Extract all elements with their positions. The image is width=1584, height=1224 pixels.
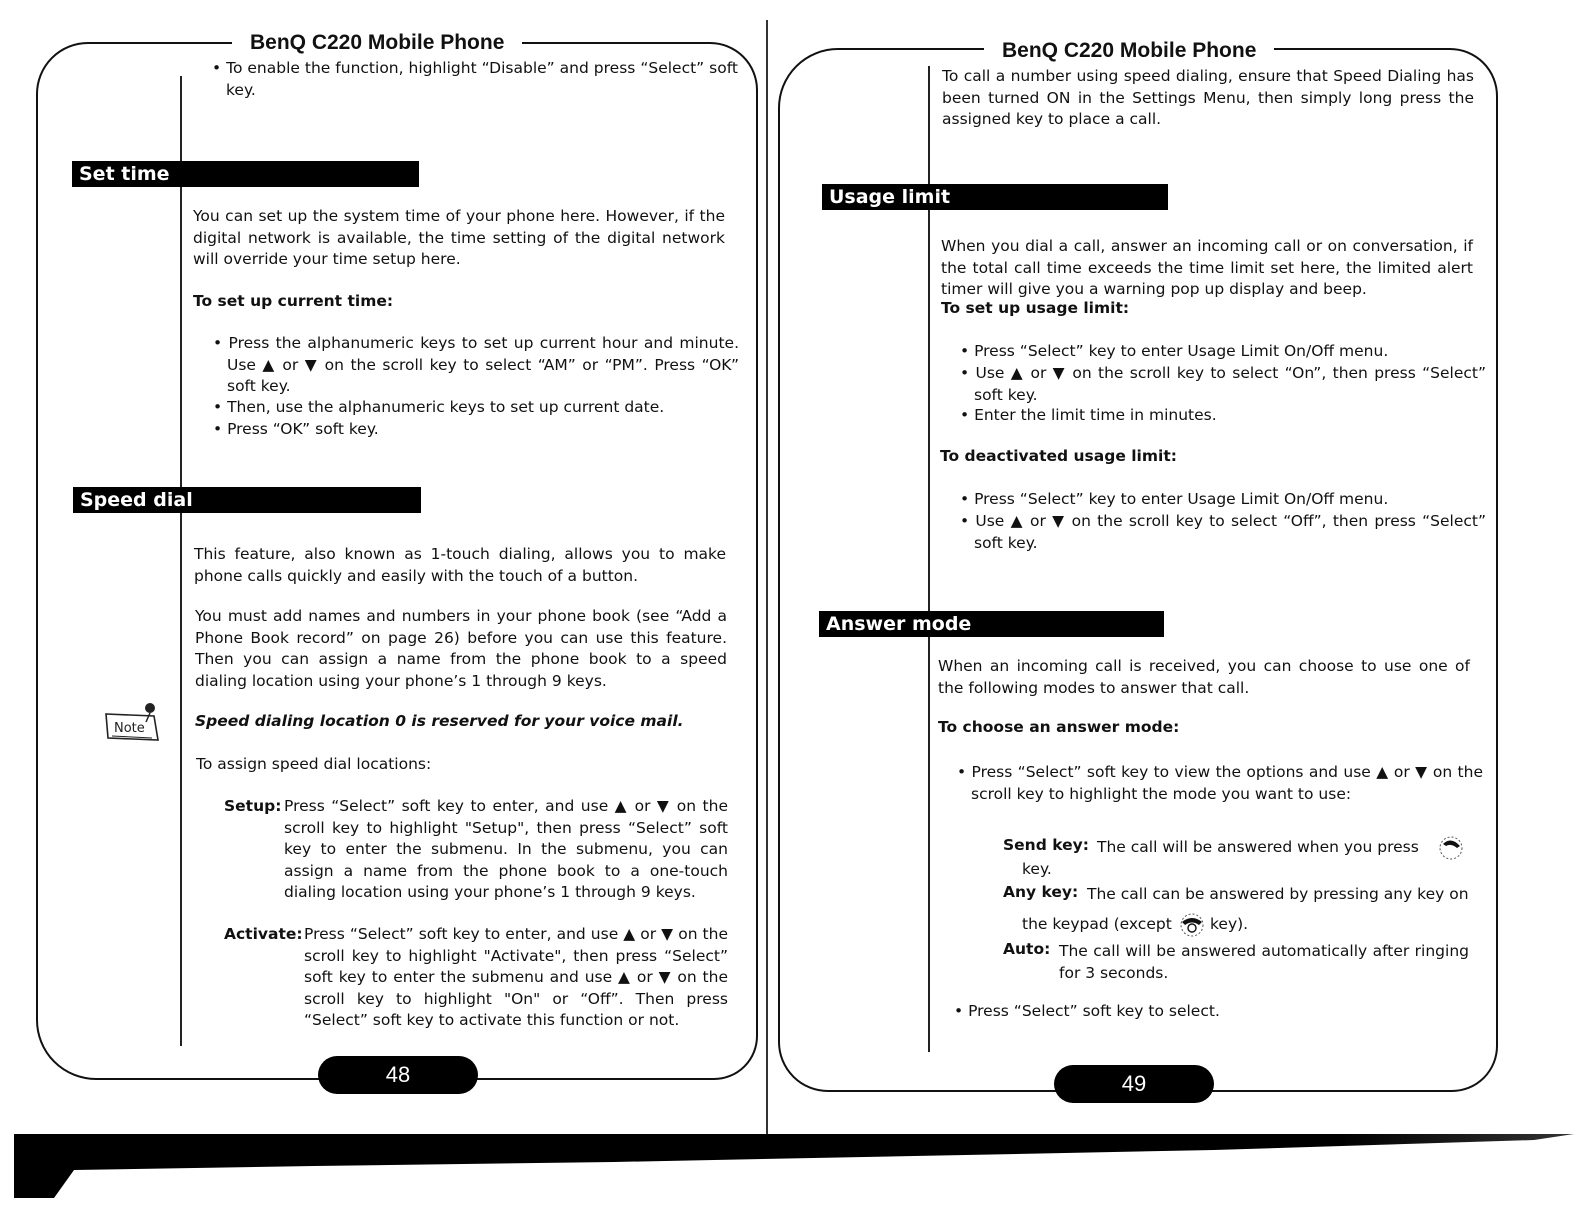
right-margin-line bbox=[928, 66, 930, 1052]
activate-term: Activate: bbox=[224, 925, 303, 943]
usage-limit-bullet-1: • Press “Select” key to enter Usage Limit On/Off menu. bbox=[960, 342, 1389, 360]
setup-text: Press “Select” soft key to enter, and use ▲ or ▼ on the scroll key to highlight "Setup", then press “Select” soft key to enter the submenu. In the submenu, you can assign a name from the phone book to a one-touch dialing location using your phone’s 1 through 9 keys. bbox=[284, 797, 728, 901]
usage-limit-subhead-1: To set up usage limit: bbox=[941, 299, 1130, 317]
left-header-title: BenQ C220 Mobile Phone bbox=[232, 31, 522, 55]
spine-divider bbox=[766, 20, 768, 1134]
answer-mode-final-bullet: • Press “Select” soft key to select. bbox=[954, 1002, 1220, 1020]
usage-limit-bullet-3: • Enter the limit time in minutes. bbox=[960, 406, 1217, 424]
send-key-tail: key. bbox=[1022, 860, 1052, 878]
intro-bullet: • To enable the function, highlight “Disable” and press “Select” soft key. bbox=[212, 59, 738, 99]
speed-dial-para-1: This feature, also known as 1-touch dialing, allows you to make phone calls quickly and easily with the touch of a button. bbox=[194, 545, 726, 585]
set-time-subhead: To set up current time: bbox=[193, 292, 394, 310]
section-bar-answer-mode: Answer mode bbox=[819, 611, 1164, 637]
usage-limit-subhead-2: To deactivated usage limit: bbox=[940, 447, 1177, 465]
set-time-para: You can set up the system time of your phone here. However, if the digital network is available, the time setting of the digital network will override your time setup here. bbox=[193, 207, 725, 268]
send-key-icon bbox=[1436, 834, 1466, 862]
usage-limit-para: When you dial a call, answer an incoming call or on conversation, if the total call time exceeds the time limit set here, the limited alert timer will give you a warning pop up display and beep. bbox=[941, 237, 1473, 298]
section-bar-set-time: Set time bbox=[72, 161, 419, 187]
left-margin-line bbox=[180, 76, 182, 1046]
usage-limit-bullet-5: • Use ▲ or ▼ on the scroll key to select “Off”, then press “Select” soft key. bbox=[960, 512, 1486, 552]
page-number-49: 49 bbox=[1054, 1065, 1214, 1103]
speed-dial-assign: To assign speed dial locations: bbox=[196, 755, 432, 773]
note-label: Note bbox=[114, 721, 145, 736]
scan-edge-band bbox=[14, 1134, 1574, 1198]
section-bar-usage-limit: Usage limit bbox=[822, 184, 1168, 210]
note-pin-icon bbox=[102, 700, 164, 744]
page-number-48: 48 bbox=[318, 1056, 478, 1094]
end-key-icon bbox=[1176, 910, 1208, 938]
usage-limit-bullet-4: • Press “Select” key to enter Usage Limit On/Off menu. bbox=[960, 490, 1389, 508]
section-bar-speed-dial: Speed dial bbox=[73, 487, 421, 513]
right-header-title: BenQ C220 Mobile Phone bbox=[984, 39, 1274, 63]
any-key-line2b: key). bbox=[1210, 915, 1249, 933]
any-key-term: Any key: bbox=[1003, 883, 1079, 901]
any-key-line2a: the keypad (except bbox=[1022, 915, 1172, 933]
answer-mode-subhead: To choose an answer mode: bbox=[938, 718, 1180, 736]
usage-limit-bullet-2: • Use ▲ or ▼ on the scroll key to select “On”, then press “Select” soft key. bbox=[960, 364, 1486, 404]
send-key-term: Send key: bbox=[1003, 836, 1089, 854]
set-time-bullet-2: • Then, use the alphanumeric keys to set up current date. bbox=[213, 398, 665, 416]
set-time-bullet-1: • Press the alphanumeric keys to set up current hour and minute. Use ▲ or ▼ on the scroll key to select “AM” or “PM”. Press “OK” soft key. bbox=[213, 334, 739, 395]
answer-mode-para: When an incoming call is received, you can choose to use one of the following modes to answer that call. bbox=[938, 657, 1470, 697]
activate-text: Press “Select” soft key to enter, and use ▲ or ▼ on the scroll key to highlight "Activate", then press “Select” soft key to enter the submenu and use ▲ or ▼ on the scroll key to highlight "On" or “Off”. Then press “Select” soft key to activate this function or not. bbox=[304, 925, 728, 1029]
set-time-bullet-3: • Press “OK” soft key. bbox=[213, 420, 379, 438]
setup-term: Setup: bbox=[224, 797, 282, 815]
any-key-text: The call can be answered by pressing any key on bbox=[1087, 885, 1469, 903]
right-intro: To call a number using speed dialing, ensure that Speed Dialing has been turned ON in the Settings Menu, then simply long press the assigned key to place a call. bbox=[942, 67, 1474, 128]
send-key-text: The call will be answered when you press bbox=[1097, 838, 1419, 856]
auto-text: The call will be answered automatically after ringing for 3 seconds. bbox=[1059, 942, 1469, 982]
speed-dial-para-2: You must add names and numbers in your phone book (see “Add a Phone Book record” on page 26) before you can use this feature. Then you can assign a name from the phone book to a speed dialing location using your phone’s 1 through 9 keys. bbox=[195, 607, 727, 690]
speed-dial-note: Speed dialing location 0 is reserved for your voice mail. bbox=[195, 712, 684, 730]
answer-mode-bullet: • Press “Select” soft key to view the options and use ▲ or ▼ on the scroll key to highlight the mode you want to use: bbox=[957, 763, 1483, 803]
auto-term: Auto: bbox=[1003, 940, 1051, 958]
